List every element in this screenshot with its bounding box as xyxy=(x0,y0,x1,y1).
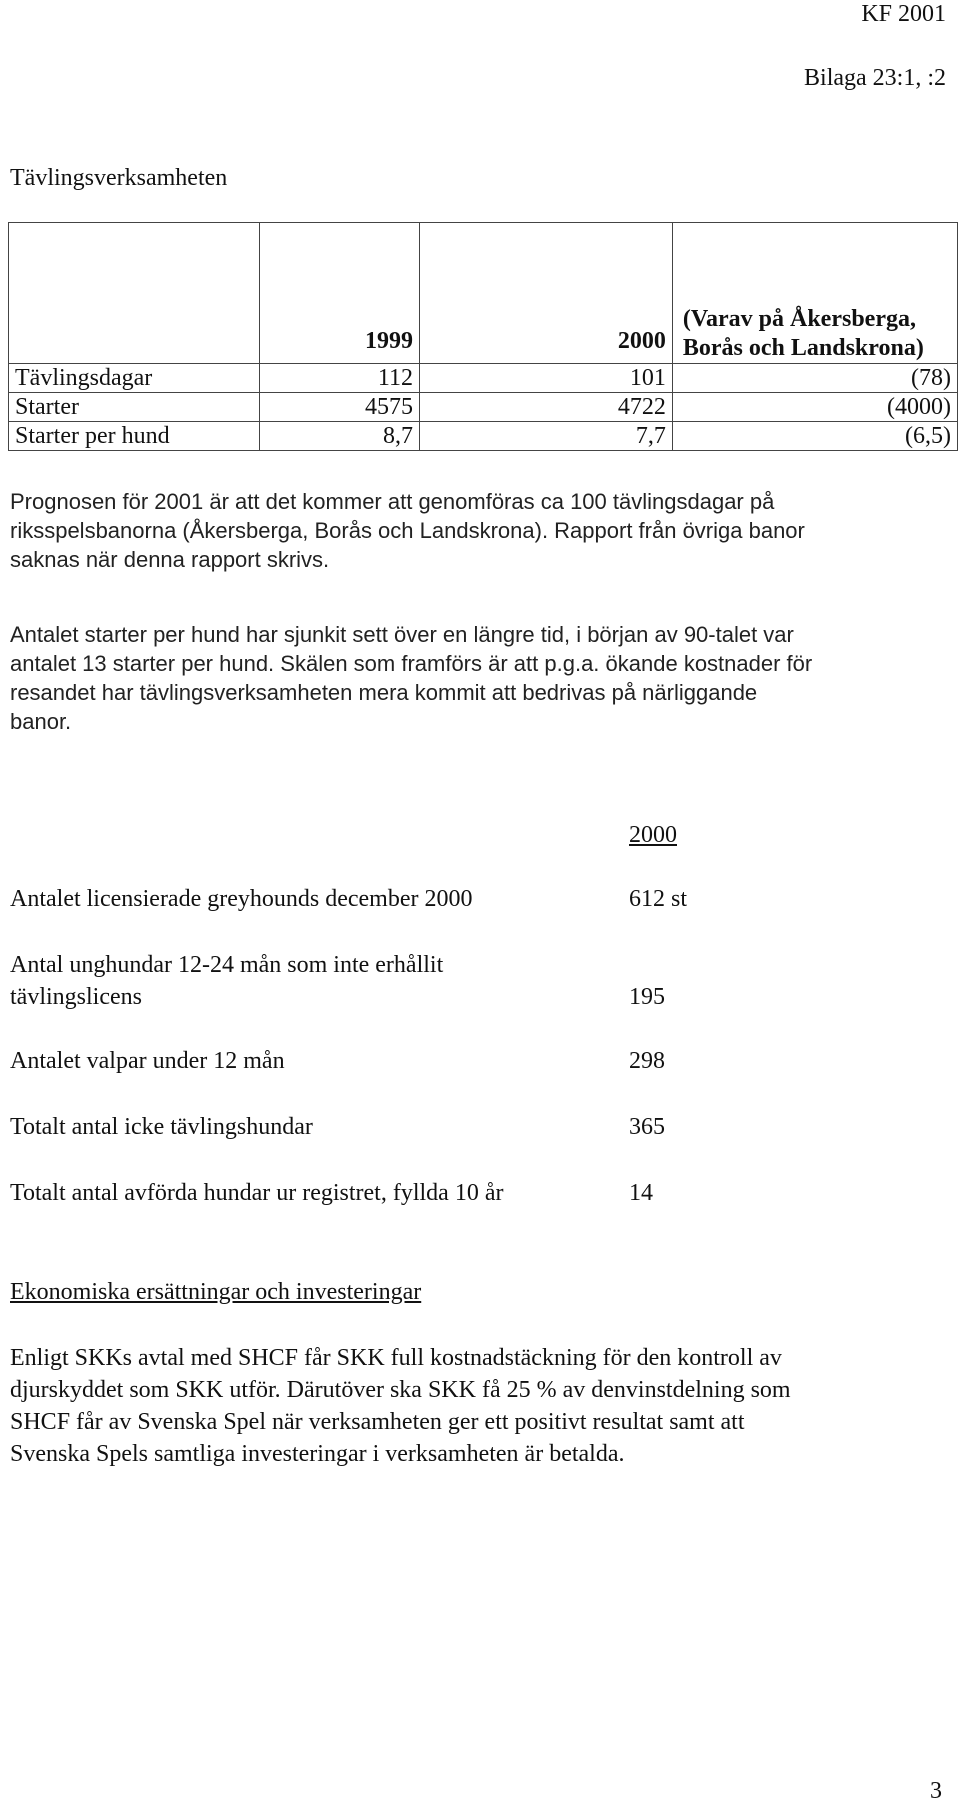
cell-varav: (78) xyxy=(672,364,957,393)
cell-2000: 7,7 xyxy=(420,422,673,451)
cell-varav: (6,5) xyxy=(672,422,957,451)
table-header-1999: 1999 xyxy=(259,223,419,364)
page-number: 3 xyxy=(930,1778,942,1804)
stat-value: 612 st xyxy=(629,886,688,912)
doc-code: KF 2001 xyxy=(861,1,946,27)
table-row xyxy=(9,364,958,393)
economics-line: Svenska Spels samtliga investeringar i verksamheten är betalda. xyxy=(10,1441,625,1467)
table-header-row xyxy=(9,223,958,364)
stats-year-header: 2000 xyxy=(629,822,677,848)
row-label: Starter xyxy=(9,393,260,422)
table-header-varav: (Varav på Åkersberga, Borås och Landskrona) xyxy=(672,223,957,364)
prognosis-paragraph xyxy=(10,487,950,574)
table-header-2000: 2000 xyxy=(420,223,673,364)
cell-1999: 8,7 xyxy=(259,422,419,451)
section-title-economics: Ekonomiska ersättningar och investeringar xyxy=(10,1279,422,1305)
starts-line: antalet 13 starter per hund. Skälen som framförs är att p.g.a. ökande kostnader för xyxy=(10,651,813,676)
stat-label: Antalet licensierade greyhounds december 2000 xyxy=(10,886,473,912)
cell-2000: 4722 xyxy=(420,393,673,422)
economics-line: djurskyddet som SKK utför. Därutöver ska SKK få 25 % av denvinstdelning som xyxy=(10,1377,791,1403)
cell-1999: 112 xyxy=(259,364,419,393)
stat-label: tävlingslicens xyxy=(10,984,142,1010)
row-label: Tävlingsdagar xyxy=(9,364,260,393)
starts-line: Antalet starter per hund har sjunkit sett över en längre tid, i början av 90-talet var xyxy=(10,622,794,647)
section-title-competition: Tävlingsverksamheten xyxy=(10,165,228,191)
table-row xyxy=(9,393,958,422)
economics-line: SHCF får av Svenska Spel när verksamheten ger ett positivt resultat samt att xyxy=(10,1409,745,1435)
economics-paragraph xyxy=(10,1342,950,1470)
prognosis-line: Prognosen för 2001 är att det kommer att genomföras ca 100 tävlingsdagar på xyxy=(10,489,775,514)
attachment-label: Bilaga 23:1, :2 xyxy=(804,65,946,91)
starts-line: resandet har tävlingsverksamheten mera kommit att bedrivas på närliggande xyxy=(10,680,758,705)
prognosis-line: riksspelsbanorna (Åkersberga, Borås och Landskrona). Rapport från övriga banor xyxy=(10,518,805,543)
stat-label: Totalt antal icke tävlingshundar xyxy=(10,1114,313,1140)
table-row xyxy=(9,422,958,451)
stat-label: Antalet valpar under 12 mån xyxy=(10,1048,285,1074)
stat-label: Antal unghundar 12-24 mån som inte erhållit xyxy=(10,952,444,978)
row-label: Starter per hund xyxy=(9,422,260,451)
prognosis-line: saknas när denna rapport skrivs. xyxy=(10,547,330,572)
stat-value: 298 xyxy=(629,1048,665,1074)
stat-value: 195 xyxy=(629,984,665,1010)
stat-value: 365 xyxy=(629,1114,665,1140)
economics-line: Enligt SKKs avtal med SHCF får SKK full kostnadstäckning för den kontroll av xyxy=(10,1345,782,1371)
cell-2000: 101 xyxy=(420,364,673,393)
stat-label: Totalt antal avförda hundar ur registret, fyllda 10 år xyxy=(10,1180,504,1206)
starts-paragraph xyxy=(10,620,950,736)
table-header-label xyxy=(9,223,260,364)
stat-value: 14 xyxy=(629,1180,653,1206)
competition-table xyxy=(8,222,958,451)
starts-line: banor. xyxy=(10,709,72,734)
cell-varav: (4000) xyxy=(672,393,957,422)
cell-1999: 4575 xyxy=(259,393,419,422)
